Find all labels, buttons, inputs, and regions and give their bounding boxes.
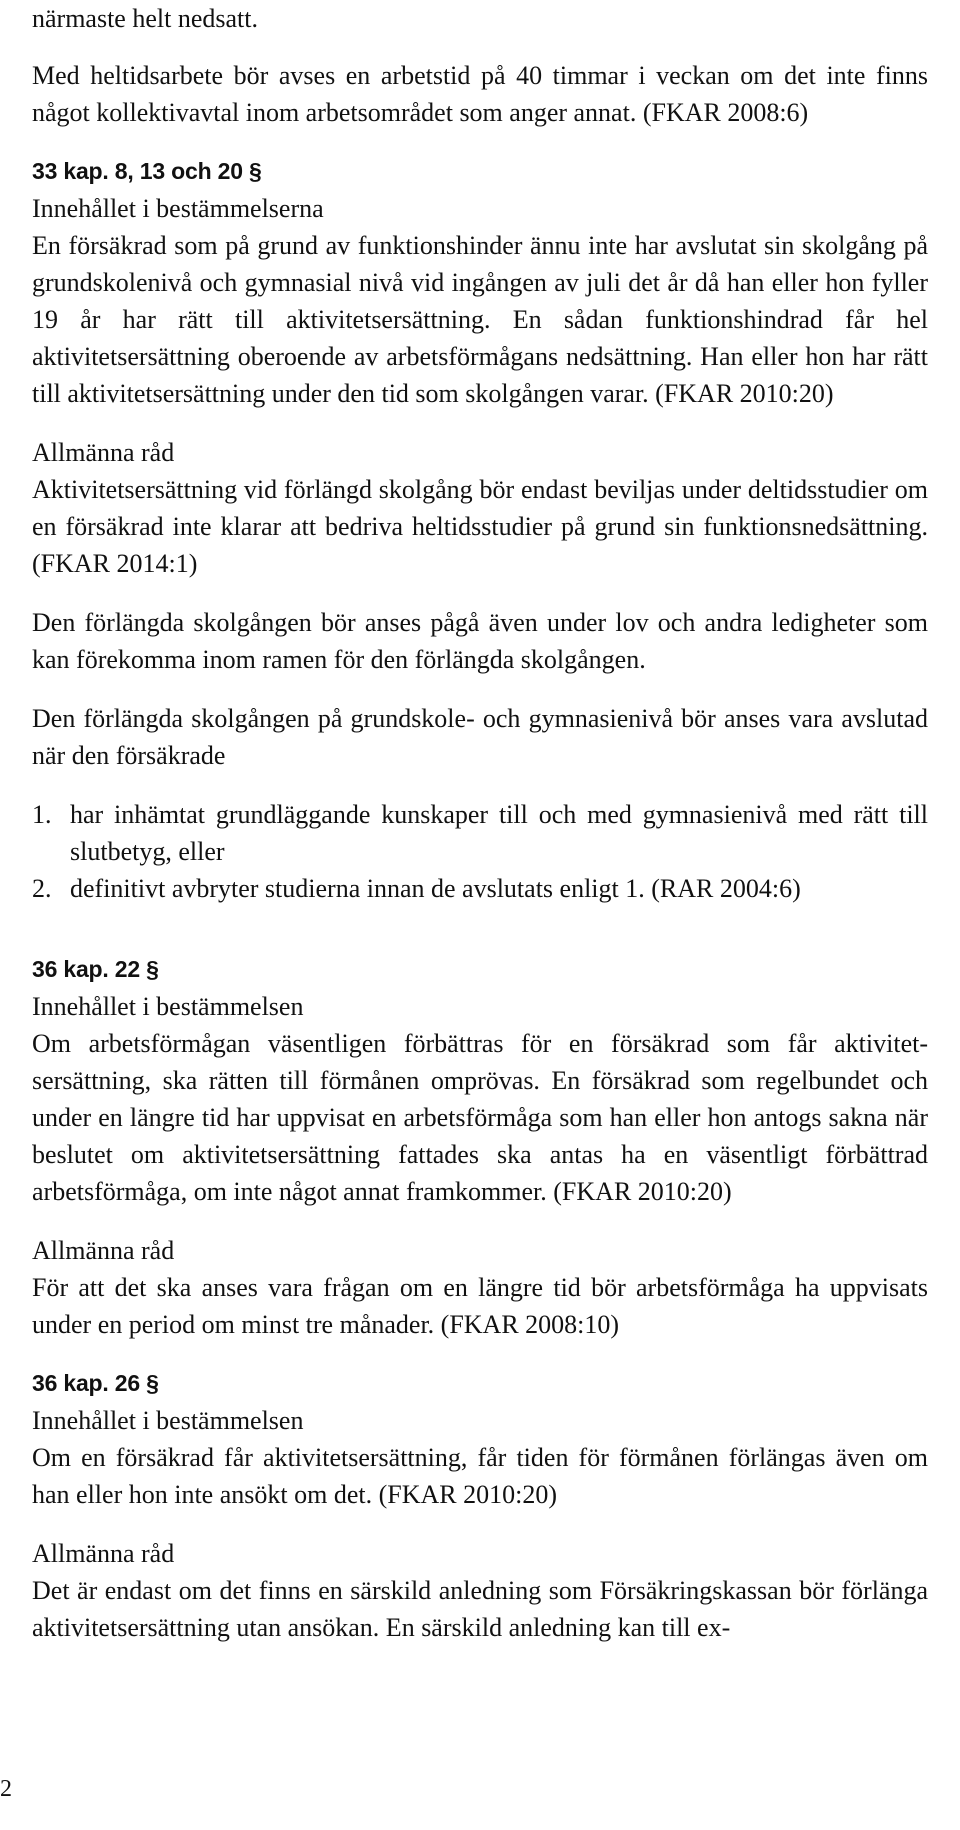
paragraph-forlangd-skolgang: Aktivitetsersättning vid förlängd skolgång bör endast beviljas under deltidsstudier om en försäkrad inte klarar att bedriva heltidsstudier på grund sin funktionsnedsättning. (FKAR 2014:1) — [32, 475, 928, 578]
list-item-text: definitivt avbryter studierna innan de avslutats enligt 1. (RAR 2004:6) — [70, 874, 801, 903]
paragraph-forlangas: Om en försäkrad får aktivitetsersättning, får tiden för förmånen förlängas även om han eller hon inte ansökt om det. (FKAR 2010:20) — [32, 1443, 928, 1509]
paragraph-avslutad: Den förlängda skolgången på grundskole- och gymnasienivå bör anses vara avslutad när den försäkrade — [32, 704, 928, 770]
document-page — [32, 0, 928, 1646]
paragraph-langre-tid: För att det ska anses vara frågan om en längre tid bör arbetsförmåga ha uppvisats under en period om minst tre månader. (FKAR 2008:10) — [32, 1273, 928, 1339]
list-item — [32, 796, 928, 870]
section-heading-36kap26: 36 kap. 26 § — [32, 1370, 159, 1396]
paragraph-lov: Den förlängda skolgången bör anses pågå även under lov och andra ledigheter som kan förekomma inom ramen för den förlängda skolgången. — [32, 608, 928, 674]
paragraph-sarskild-anledning: Det är endast om det finns en särskild anledning som Försäkringskassan bör förlänga aktivitetsersättning utan ansökan. En särskild anledning kan till ex- — [32, 1576, 928, 1642]
section-heading-36kap22: 36 kap. 22 § — [32, 956, 159, 982]
label-allmanna-rad-2: Allmänna råd — [32, 1236, 175, 1265]
label-innehallet-2: Innehållet i bestämmelsen — [32, 992, 304, 1021]
numbered-list — [32, 796, 928, 907]
list-item-number: 1. — [32, 800, 52, 829]
label-innehallet-3: Innehållet i bestämmelsen — [32, 1406, 304, 1435]
paragraph-arbetsformaga: Om arbetsförmågan väsentligen förbättras för en försäkrad som får aktivitetsersättning, ska rätten till förmånen omprövas. En försäkrad som regelbundet och under en längre tid har uppvisat en arbetsförmåga som han eller hon antogs sakna när beslutet om aktivitetsersättning fattades ska antas ha en väsentligt förbättrad arbetsförmåga, om inte något annat framkommer. (FKAR 2010:20) — [32, 1029, 928, 1206]
top-fragment-text: närmaste helt nedsatt. — [32, 4, 258, 33]
label-allmanna-rad-3: Allmänna råd — [32, 1539, 175, 1568]
list-item-number: 2. — [32, 874, 52, 903]
paragraph-funktionshinder: En försäkrad som på grund av funktionshinder ännu inte har avslutat sin skolgång på grundskolenivå och gymnasial nivå vid ingången av juli det år då han eller hon fyller 19 år har rätt till aktivitetsersättning. En sådan funktionshindrad får hel aktivitetsersättning oberoende av arbetsförmågans nedsättning. Han eller hon har rätt till aktivitetsersättning under den tid som skolgången varar. (FKAR 2010:20) — [32, 231, 928, 408]
list-item-text: har inhämtat grundläggande kunskaper till och med gymnasienivå med rätt till slutbetyg, eller — [70, 800, 928, 866]
page-number: 2 — [0, 1776, 12, 1802]
paragraph-heltidsarbete: Med heltidsarbete bör avses en arbetstid på 40 timmar i veckan om det inte finns något kollektivavtal inom arbetsområdet som anger annat. (FKAR 2008:6) — [32, 61, 928, 127]
label-allmanna-rad-1: Allmänna råd — [32, 438, 175, 467]
section-heading-33kap: 33 kap. 8, 13 och 20 § — [32, 158, 262, 184]
list-item — [32, 870, 928, 907]
label-innehallet-1: Innehållet i bestämmelserna — [32, 194, 324, 223]
